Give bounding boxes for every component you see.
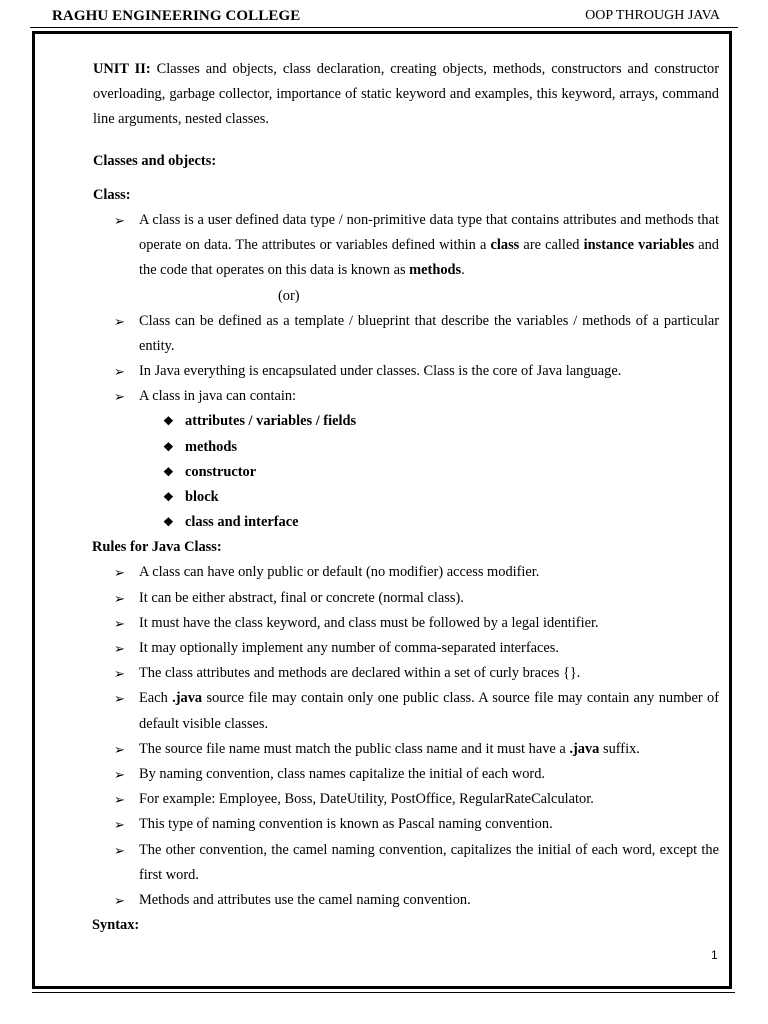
subject-name: OOP THROUGH JAVA <box>585 8 720 23</box>
list-item: ➢ In Java everything is encapsulated under classes. Class is the core of Java language. <box>93 359 719 384</box>
list-item: ➢ It can be either abstract, final or concrete (normal class). <box>93 586 719 611</box>
arrow-bullet-icon: ➢ <box>114 389 125 405</box>
heading-class: Class: <box>93 187 131 203</box>
arrow-bullet-icon: ➢ <box>114 767 125 783</box>
heading-classes-and-objects: Classes and objects: <box>93 153 217 169</box>
list-item: ➢ It may optionally implement any number of comma-separated interfaces. <box>93 636 719 661</box>
list-item: ➢ A class is a user defined data type / non-primitive data type that contains attributes and methods that operate on data. The attributes or variables defined within a class are called instance variables and the code that operates on this data is known as methods. <box>93 208 719 284</box>
list-item: ➢ A class in java can contain: <box>93 384 719 409</box>
arrow-bullet-icon: ➢ <box>114 741 125 757</box>
list-item: ➢ It must have the class keyword, and class must be followed by a legal identifier. <box>93 611 719 636</box>
arrow-bullet-icon: ➢ <box>114 565 125 581</box>
unit-label: UNIT II: <box>93 61 151 77</box>
diamond-bullet-icon: ❖ <box>163 464 174 479</box>
or-separator: (or) <box>278 287 300 304</box>
diamond-bullet-icon: ❖ <box>163 414 174 429</box>
unit-text: Classes and objects, class declaration, creating objects, methods, constructors and constructor overloading, garbage collector, importance of static keyword and examples, this keyword, arrays, command line arguments, nested classes. <box>93 61 719 127</box>
list-item: ➢ Methods and attributes use the camel naming convention. <box>93 888 719 913</box>
unit-description <box>93 57 719 132</box>
page-number: 1 <box>711 948 718 962</box>
sub-list-item: ❖ attributes / variables / fields <box>93 409 719 434</box>
list-item: ➢ A class can have only public or default (no modifier) access modifier. <box>93 560 719 585</box>
arrow-bullet-icon: ➢ <box>114 666 125 682</box>
arrow-bullet-icon: ➢ <box>114 590 125 606</box>
list-item: ➢ By naming convention, class names capitalize the initial of each word. <box>93 762 719 787</box>
arrow-bullet-icon: ➢ <box>114 641 125 657</box>
page-content <box>93 57 719 938</box>
arrow-bullet-icon: ➢ <box>114 817 125 833</box>
page-border-double-line <box>32 992 735 993</box>
header-rule <box>30 27 738 28</box>
arrow-bullet-icon: ➢ <box>114 842 125 858</box>
sub-list-item: ❖ methods <box>93 435 719 460</box>
diamond-bullet-icon: ❖ <box>163 515 174 530</box>
list-item: ➢ For example: Employee, Boss, DateUtility, PostOffice, RegularRateCalculator. <box>93 787 719 812</box>
list-item: ➢ The class attributes and methods are declared within a set of curly braces {}. <box>93 661 719 686</box>
list-item: ➢ Each .java source file may contain only one public class. A source file may contain any number of default visible classes. <box>93 686 719 736</box>
arrow-bullet-icon: ➢ <box>114 691 125 707</box>
diamond-bullet-icon: ❖ <box>163 490 174 505</box>
arrow-bullet-icon: ➢ <box>114 792 125 808</box>
arrow-bullet-icon: ➢ <box>114 893 125 909</box>
heading-rules: Rules for Java Class: <box>92 539 222 556</box>
list-item: ➢ The source file name must match the public class name and it must have a .java suffix. <box>93 737 719 762</box>
sub-list-item: ❖ constructor <box>93 460 719 485</box>
list-item: ➢ Class can be defined as a template / blueprint that describe the variables / methods of a particular entity. <box>93 309 719 359</box>
arrow-bullet-icon: ➢ <box>114 313 125 329</box>
arrow-bullet-icon: ➢ <box>114 213 125 228</box>
page-header <box>52 8 720 28</box>
sub-list-item: ❖ block <box>93 485 719 510</box>
sub-list-item: ❖ class and interface <box>93 510 719 535</box>
arrow-bullet-icon: ➢ <box>114 364 125 380</box>
list-item: ➢ The other convention, the camel naming convention, capitalizes the initial of each word, except the first word. <box>93 838 719 888</box>
list-item: ➢ This type of naming convention is known as Pascal naming convention. <box>93 812 719 837</box>
arrow-bullet-icon: ➢ <box>114 615 125 631</box>
diamond-bullet-icon: ❖ <box>163 439 174 454</box>
heading-syntax: Syntax: <box>92 917 140 934</box>
college-name: RAGHU ENGINEERING COLLEGE <box>52 8 301 24</box>
